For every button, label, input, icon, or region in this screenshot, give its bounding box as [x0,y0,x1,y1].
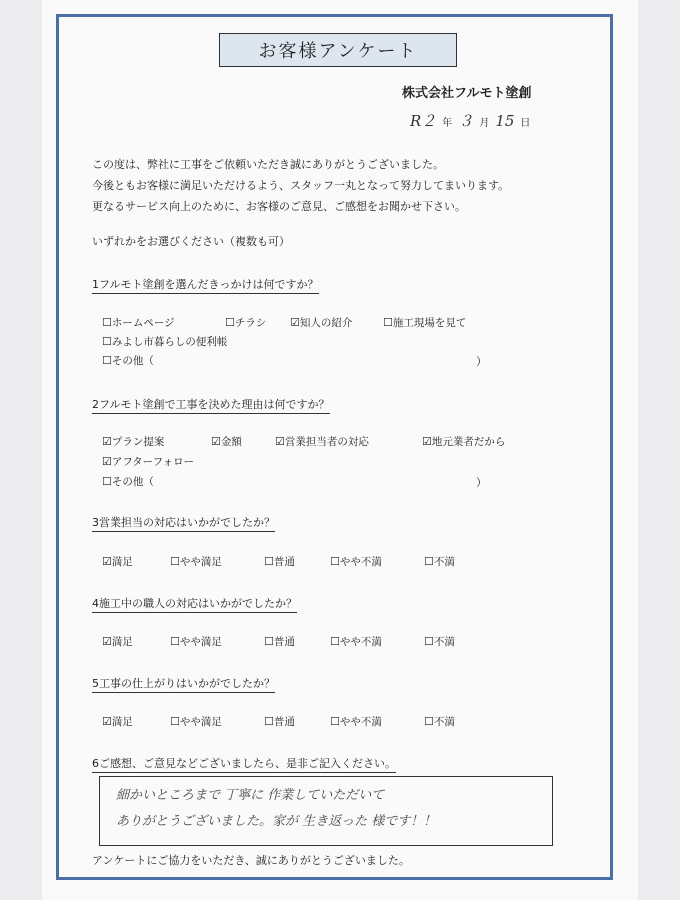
instruction-text: いずれかをお選びください（複数も可） [92,235,290,248]
q3-option-somewhat-satisfied[interactable] [170,554,222,569]
q1-option-site-visit[interactable] [383,315,466,330]
question-5: 5工事の仕上がりはいかがでしたか？ [92,675,275,693]
option-label: アフターフォロー [111,456,195,468]
q5-option-dissatisfied[interactable] [424,714,455,729]
checkbox-icon: ☐ [383,316,393,329]
intro-line: この度は、弊社に工事をご依頼いただき誠にありがとうございました。 [92,158,444,171]
date-day: 15 [495,112,515,130]
thanks-text: アンケートにご協力をいただき、誠にありがとうございました。 [92,854,410,867]
q5-option-somewhat-dissatisfied[interactable] [330,714,382,729]
question-4: 4施工中の職人の対応はいかがでしたか？ [92,595,297,613]
option-label: 不満 [433,636,455,648]
q3-option-somewhat-dissatisfied[interactable] [330,554,382,569]
option-label: やや満足 [179,716,222,728]
checkbox-icon: ☐ [225,316,235,329]
checkbox-icon: ☐ [330,555,340,568]
checked-checkbox-icon: ☑ [102,435,112,448]
question-1: 1フルモト塗創を選んだきっかけは何ですか？ [92,276,319,294]
checked-checkbox-icon: ☑ [102,555,112,568]
q4-option-somewhat-satisfied[interactable] [170,634,222,649]
comment-line: 細かいところまで 丁寧に 作業していただいて [116,788,385,803]
q5-option-neutral[interactable] [264,714,295,729]
intro-text [92,154,509,217]
comment-line: ありがとうございました。家が 生き返った 様です！！ [116,814,437,829]
q1-option-homepage[interactable] [102,315,175,330]
option-label: 不満 [433,556,455,568]
checkbox-icon: ☐ [102,335,112,348]
checked-checkbox-icon: ☑ [275,435,285,448]
option-label: やや不満 [339,556,382,568]
survey-title: お客様アンケート [219,33,457,67]
option-label: 営業担当者の対応 [284,436,369,448]
question-6: 6ご感想、ご意見などございましたら、是非ご記入ください。 [92,755,396,773]
option-label: 施工現場を見て [392,317,467,329]
checkbox-icon: ☐ [424,555,434,568]
q3-option-neutral[interactable] [264,554,295,569]
q1-option-other[interactable] [102,353,154,368]
option-label: 普通 [273,636,295,648]
q5-option-somewhat-satisfied[interactable] [170,714,222,729]
intro-line: 今後ともお客様に満足いただけるよう、スタッフ一丸となって努力してまいります。 [92,179,510,192]
checkbox-icon: ☐ [424,635,434,648]
comment-box[interactable] [99,776,553,846]
checkbox-icon: ☐ [264,555,274,568]
q2-other-close-paren: ） [476,476,487,489]
checkbox-icon: ☐ [102,354,112,367]
option-label: 地元業者だから [431,436,506,448]
checked-checkbox-icon: ☑ [290,316,300,329]
option-label: 金額 [220,436,242,448]
checkbox-icon: ☐ [424,715,434,728]
checkbox-icon: ☐ [330,635,340,648]
option-label: やや不満 [339,636,382,648]
option-label: 普通 [273,556,295,568]
q1-option-directory[interactable] [102,334,227,349]
option-label: 知人の紹介 [299,317,353,329]
checked-checkbox-icon: ☑ [102,715,112,728]
checked-checkbox-icon: ☑ [102,455,112,468]
q2-option-local[interactable] [422,434,505,449]
question-3: 3営業担当の対応はいかがでしたか？ [92,514,275,532]
option-label: やや満足 [179,556,222,568]
q2-option-plan[interactable] [102,434,164,449]
checked-checkbox-icon: ☑ [211,435,221,448]
option-label: やや満足 [179,636,222,648]
date-era-year: R２ [410,112,437,130]
checkbox-icon: ☐ [170,555,180,568]
company-name: 株式会社フルモト塗創 [402,86,532,101]
option-label: 普通 [273,716,295,728]
checkbox-icon: ☐ [170,635,180,648]
checkbox-icon: ☐ [102,316,112,329]
q2-option-sales-rep[interactable] [275,434,369,449]
checkbox-icon: ☐ [264,635,274,648]
q4-option-somewhat-dissatisfied[interactable] [330,634,382,649]
q3-option-satisfied[interactable] [102,554,133,569]
checkbox-icon: ☐ [102,475,112,488]
q2-option-aftercare[interactable] [102,454,194,469]
q1-option-flyer[interactable] [225,315,266,330]
option-label: チラシ [234,317,267,329]
survey-date [410,110,536,131]
q3-option-dissatisfied[interactable] [424,554,455,569]
option-label: プラン提案 [111,436,165,448]
option-label: 満足 [111,556,133,568]
date-day-unit: 日 [520,118,531,129]
checkbox-icon: ☐ [170,715,180,728]
q1-other-close-paren: ） [476,355,487,368]
option-label: みよし市暮らしの便利帳 [111,336,228,348]
q5-option-satisfied[interactable] [102,714,133,729]
q2-option-other[interactable] [102,474,154,489]
date-year-unit: 年 [442,118,453,129]
question-2: 2フルモト塗創で工事を決めた理由は何ですか？ [92,396,330,414]
option-label: やや不満 [339,716,382,728]
q4-option-dissatisfied[interactable] [424,634,455,649]
q4-option-satisfied[interactable] [102,634,133,649]
q4-option-neutral[interactable] [264,634,295,649]
checkbox-icon: ☐ [264,715,274,728]
checked-checkbox-icon: ☑ [102,635,112,648]
intro-line: 更なるサービス向上のために、お客様のご意見、ご感想をお聞かせ下さい。 [92,200,466,213]
option-label: ホームページ [111,317,175,329]
date-month-unit: 月 [479,118,490,129]
option-label: 満足 [111,636,133,648]
q2-option-price[interactable] [211,434,242,449]
option-label: 満足 [111,716,133,728]
q1-option-referral[interactable] [290,315,352,330]
checked-checkbox-icon: ☑ [422,435,432,448]
option-label: 不満 [433,716,455,728]
option-label: その他（ [111,355,154,367]
checkbox-icon: ☐ [330,715,340,728]
option-label: その他（ [111,476,154,488]
date-month: ３ [458,112,474,130]
